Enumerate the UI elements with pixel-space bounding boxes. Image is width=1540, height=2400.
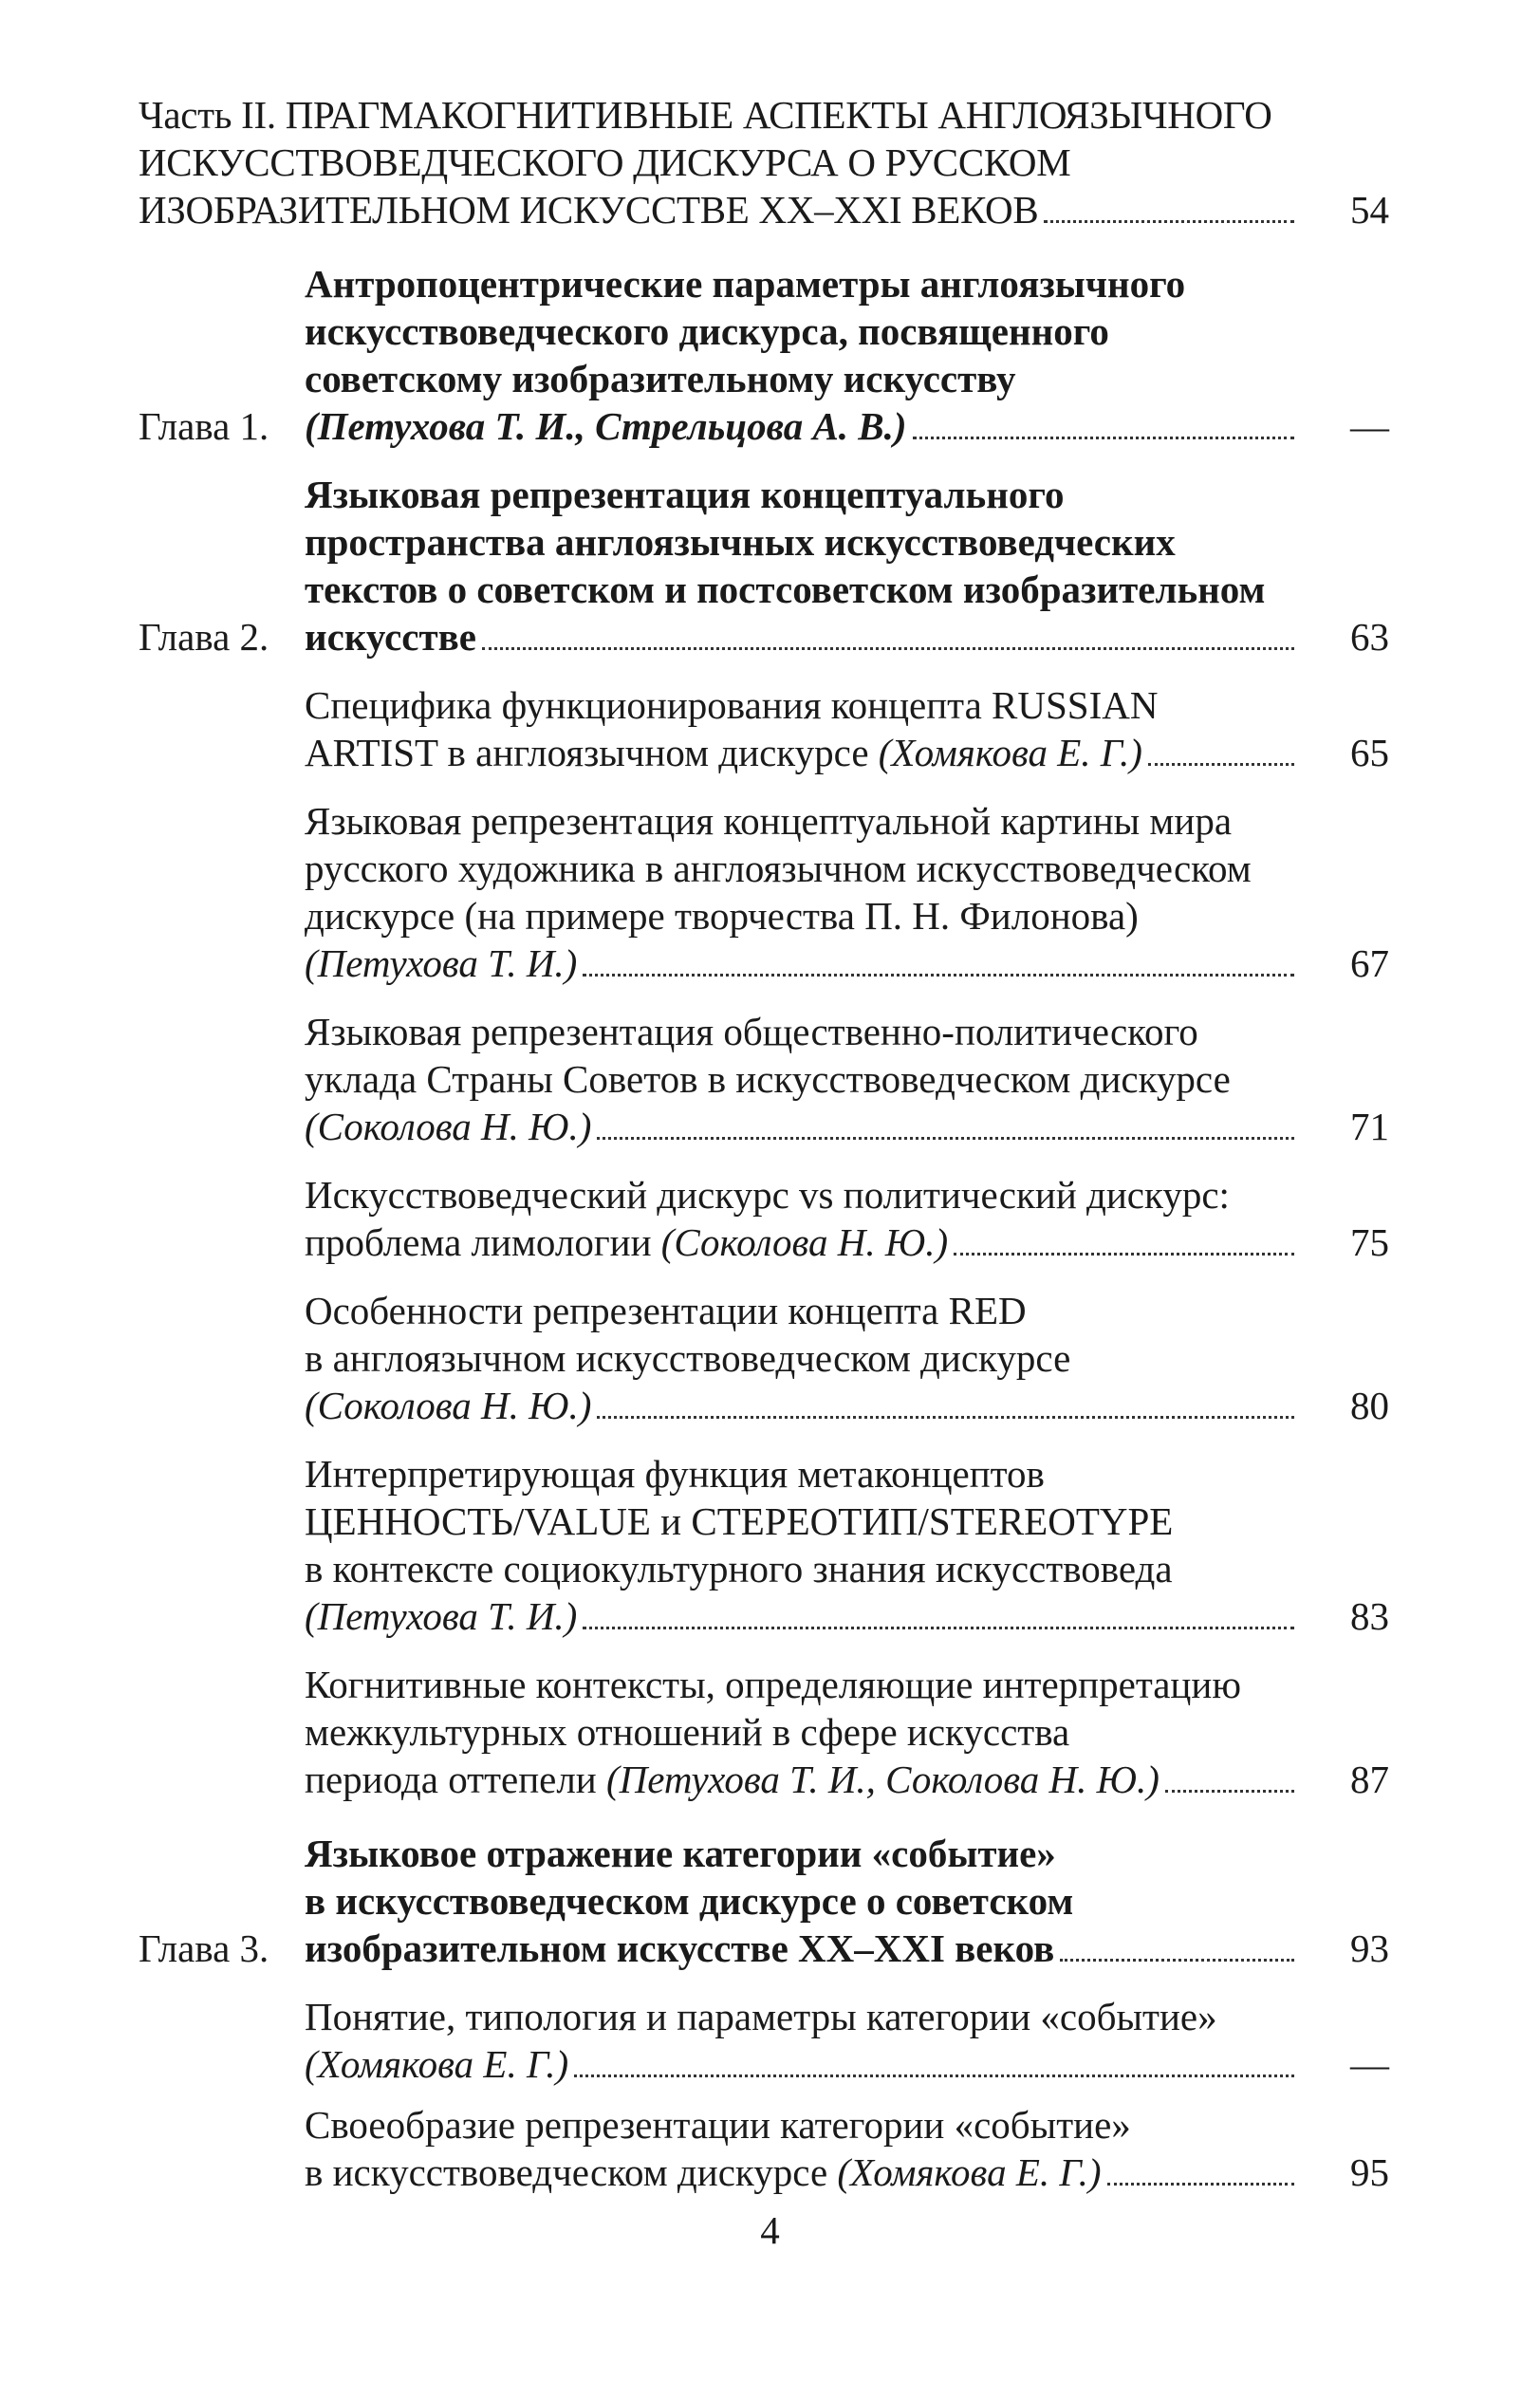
section-title-line: Интерпретирующая функция метаконцептов [305,1452,1045,1496]
section-authors: (Хомякова Е. Г.) [837,2150,1102,2194]
toc-entry-chapter-2 [139,471,1389,660]
toc-entry-section-2-4 [139,1171,1389,1266]
section-authors: (Петухова Т. И.) [305,1594,578,1638]
page-number-footer: 4 [760,2208,780,2252]
toc-entry-section-2-6 [139,1450,1389,1640]
dot-leader [583,974,1294,977]
toc-page-number: 87 [1350,1758,1389,1801]
section-title-line: ARTIST в англоязычном дискурсе [305,731,869,774]
section-title-line: Специфика функционирования концепта RUSSIAN [305,683,1159,727]
toc-page-number: 54 [1350,188,1389,232]
dot-leader [954,1253,1294,1256]
section-title-line: дискурсе (на примере творчества П. Н. Филонова) [305,894,1139,938]
chapter-title-line: пространства англоязычных искусствоведческих [305,520,1176,564]
toc-entry-section-2-3 [139,1008,1389,1150]
section-title-line: уклада Страны Советов в искусствоведческом дискурсе [305,1057,1231,1101]
section-authors: (Хомякова Е. Г.) [878,731,1142,774]
chapter-authors: (Петухова Т. И., Стрельцова А. В.) [305,404,907,448]
dot-leader [597,1137,1294,1140]
section-title-line: Языковая репрезентация общественно-политического [305,1010,1198,1053]
section-authors: (Соколова Н. Ю.) [660,1220,949,1264]
chapter-title-line: Антропоцентрические параметры англоязычного [305,262,1186,306]
dot-leader [1107,2183,1294,2186]
toc-part-title-line: ИЗОБРАЗИТЕЛЬНОМ ИСКУССТВЕ XX–XXI ВЕКОВ [139,188,1039,232]
toc-entry-chapter-1 [139,260,1389,450]
toc-part-title-line: ИСКУССТВОВЕДЧЕСКОГО ДИСКУРСА О РУССКОМ [139,140,1071,184]
section-title-line: русского художника в англоязычном искусствоведческом [305,847,1252,890]
section-title-line: периода оттепели [305,1758,597,1801]
toc-page-number: 83 [1350,1594,1389,1638]
section-title-line: Искусствоведческий дискурс vs политический дискурс: [305,1173,1230,1217]
section-authors: (Петухова Т. И.) [305,941,578,985]
chapter-title-line: Языковое отражение категории «событие» [305,1832,1056,1875]
section-title-line: Когнитивные контексты, определяющие интерпретацию [305,1663,1241,1706]
section-title-line: в контексте социокультурного знания искусствоведа [305,1547,1173,1591]
toc-page-number: 63 [1350,615,1389,659]
toc-part-title-line: Часть II. ПРАГМАКОГНИТИВНЫЕ АСПЕКТЫ АНГЛОЯЗЫЧНОГО [139,93,1272,137]
section-authors: (Соколова Н. Ю.) [305,1384,592,1427]
chapter-title-line: искусствоведческого дискурса, посвященного [305,309,1109,353]
section-authors: (Хомякова Е. Г.) [305,2042,569,2086]
toc-entry-section-3-2 [139,2101,1389,2196]
toc-entry-section-2-5 [139,1287,1389,1429]
dot-leader [574,2074,1294,2077]
chapter-label: Глава 3. [139,1926,269,1970]
section-title-line: Своеобразие репрезентации категории «событие» [305,2103,1131,2147]
toc-page-number: 95 [1350,2150,1389,2194]
dot-leader [1060,1959,1294,1962]
section-title-line: Особенности репрезентации концепта RED [305,1289,1027,1332]
section-authors: (Соколова Н. Ю.) [305,1105,592,1148]
chapter-title-line: Языковая репрезентация концептуального [305,473,1065,516]
section-title-line: в искусствоведческом дискурсе [305,2150,828,2194]
toc-page-number: 75 [1350,1220,1389,1264]
dot-leader [913,437,1294,439]
chapter-title-line: искусстве [305,615,476,659]
section-title-line: межкультурных отношений в сфере искусства [305,1710,1070,1754]
chapter-title-line: текстов о советском и постсоветском изобразительном [305,567,1266,611]
toc-page-number: — [1350,404,1389,448]
table-of-contents [139,91,1389,2196]
section-title-line: в англоязычном искусствоведческом дискурсе [305,1336,1071,1380]
dot-leader [583,1627,1294,1629]
dot-leader [1165,1790,1294,1793]
toc-entry-chapter-3 [139,1830,1389,1972]
section-title-line: Понятие, типология и параметры категории «событие» [305,1995,1217,2038]
dot-leader [1044,220,1294,223]
chapter-title-line: советскому изобразительному искусству [305,357,1016,400]
chapter-label: Глава 2. [139,615,269,659]
chapter-title-line: в искусствоведческом дискурсе о советском [305,1879,1074,1923]
toc-page-number: 93 [1350,1926,1389,1970]
toc-entry-section-2-1 [139,681,1389,776]
dot-leader [1148,763,1294,766]
dot-leader [597,1416,1294,1419]
chapter-title-line: изобразительном искусстве XX–XXI веков [305,1926,1055,1970]
section-authors: (Петухова Т. И., Соколова Н. Ю.) [606,1758,1160,1801]
toc-entry-part-2 [139,91,1389,233]
dot-leader [482,647,1294,650]
toc-page-number: — [1350,2042,1389,2086]
section-title-line: Языковая репрезентация концептуальной картины мира [305,799,1233,843]
section-title-line: проблема лимологии [305,1220,652,1264]
section-title-line: ЦЕННОСТЬ/VALUE и СТЕРЕОТИП/STEREOTYPE [305,1499,1174,1543]
toc-entry-section-3-1 [139,1993,1389,2088]
toc-page-number: 71 [1350,1105,1389,1148]
toc-page-number: 67 [1350,941,1389,985]
toc-page-number: 80 [1350,1384,1389,1427]
chapter-label: Глава 1. [139,404,269,448]
toc-page-number: 65 [1350,731,1389,774]
toc-entry-section-2-2 [139,797,1389,987]
toc-entry-section-2-7 [139,1661,1389,1803]
